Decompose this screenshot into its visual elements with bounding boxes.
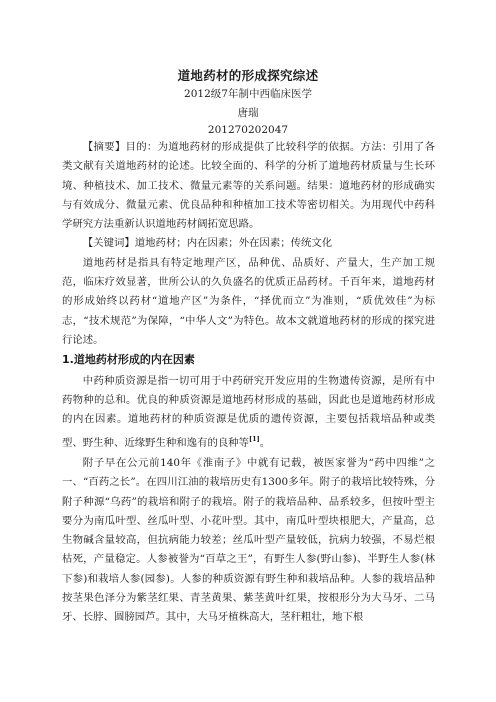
section-body-2 bbox=[62, 454, 435, 628]
student-id: 201270202047 bbox=[207, 124, 289, 136]
germplasm-paragraph bbox=[62, 372, 435, 453]
front-matter bbox=[62, 138, 435, 350]
section-heading: 1.道地药材形成的内在因素 bbox=[62, 353, 195, 366]
aconite-paragraph: 附子早在公元前140年《淮南子》中就有记载，被医家誉为“药中四维”之一、“百药之长”。在四川江油的栽培历史有1300多年。附子的栽培比较特殊，分附子种源“乌药”的栽培和附子的栽培。附子的栽培品种、品系较多，但按叶型主要分为南瓜叶型、丝瓜叶型、小花叶型。其中，南瓜叶型块根肥大，产量高，总生物碱含量较高，但抗病能力较差；丝瓜叶型产量较低，抗病力较强，不易烂根枯死，产量稳定。人参被誉为“百草之王”，有野生人参(野山参)、半野生人参(林下参)和栽培人参(园参)。人参的种质资源有野生种和栽培品种。人参的栽培品种按茎果色泽分为紫茎红果、青茎黄果、紫茎黄叶红果，按根形分为大马牙、二马牙、长脖、圆膀园芦。其中，大马牙植株高大，茎秆粗壮，地下根 bbox=[62, 457, 435, 624]
keywords-paragraph: 【关键词】道地药材；内在因素；外在因素；传统文化 bbox=[82, 237, 333, 250]
germplasm-text: 中药种质资源是指一切可用于中药研究开发应用的生物遗传资源，是所有中药物种的总和。优良的种质资源是道地药材形成的基础，因此也是道地药材形成的内在因素。道地药材的种质资源是优质的遗传资源，主要包括栽培品种或类型、野生种、近缘野生种和逸有的良种等 bbox=[62, 375, 435, 449]
paper-title: 道地药材的形成探究综述 bbox=[177, 68, 319, 83]
germplasm-end: 。 bbox=[259, 436, 271, 449]
author-name: 唐瑞 bbox=[237, 107, 259, 119]
class-line: 2012级7年制中西临床医学 bbox=[184, 88, 312, 100]
intro-paragraph: 道地药材是指具有特定地理产区，品种优、品质好、产量大，生产加工规范，临床疗效显著，世所公认的久负盛名的优质正品药材。千百年来，道地药材的形成始终以药材“道地产区”为条件，“择优而立”为准则，“质优效佳”为标志，“技术规范”为保障，“中华人文”为特色。故本文就道地药材的形成的探究进行论述。 bbox=[62, 256, 435, 346]
abstract-paragraph: 【摘要】目的：为道地药材的形成提供了比较科学的依据。方法：引用了各类文献有关道地药材的论述。比较全面的、科学的分析了道地药材质量与生长环境、种植技术、加工技术、微量元素等的关系问题。结果：道地药材的形成确实与有效成分、微量元素、优良品种和种植加工技术等密切相关。为用现代中药科学研究方法重新认识道地药材阔拓宽思路。 bbox=[62, 141, 435, 231]
citation-ref: [1] bbox=[249, 434, 260, 443]
section-body-1 bbox=[62, 372, 435, 453]
